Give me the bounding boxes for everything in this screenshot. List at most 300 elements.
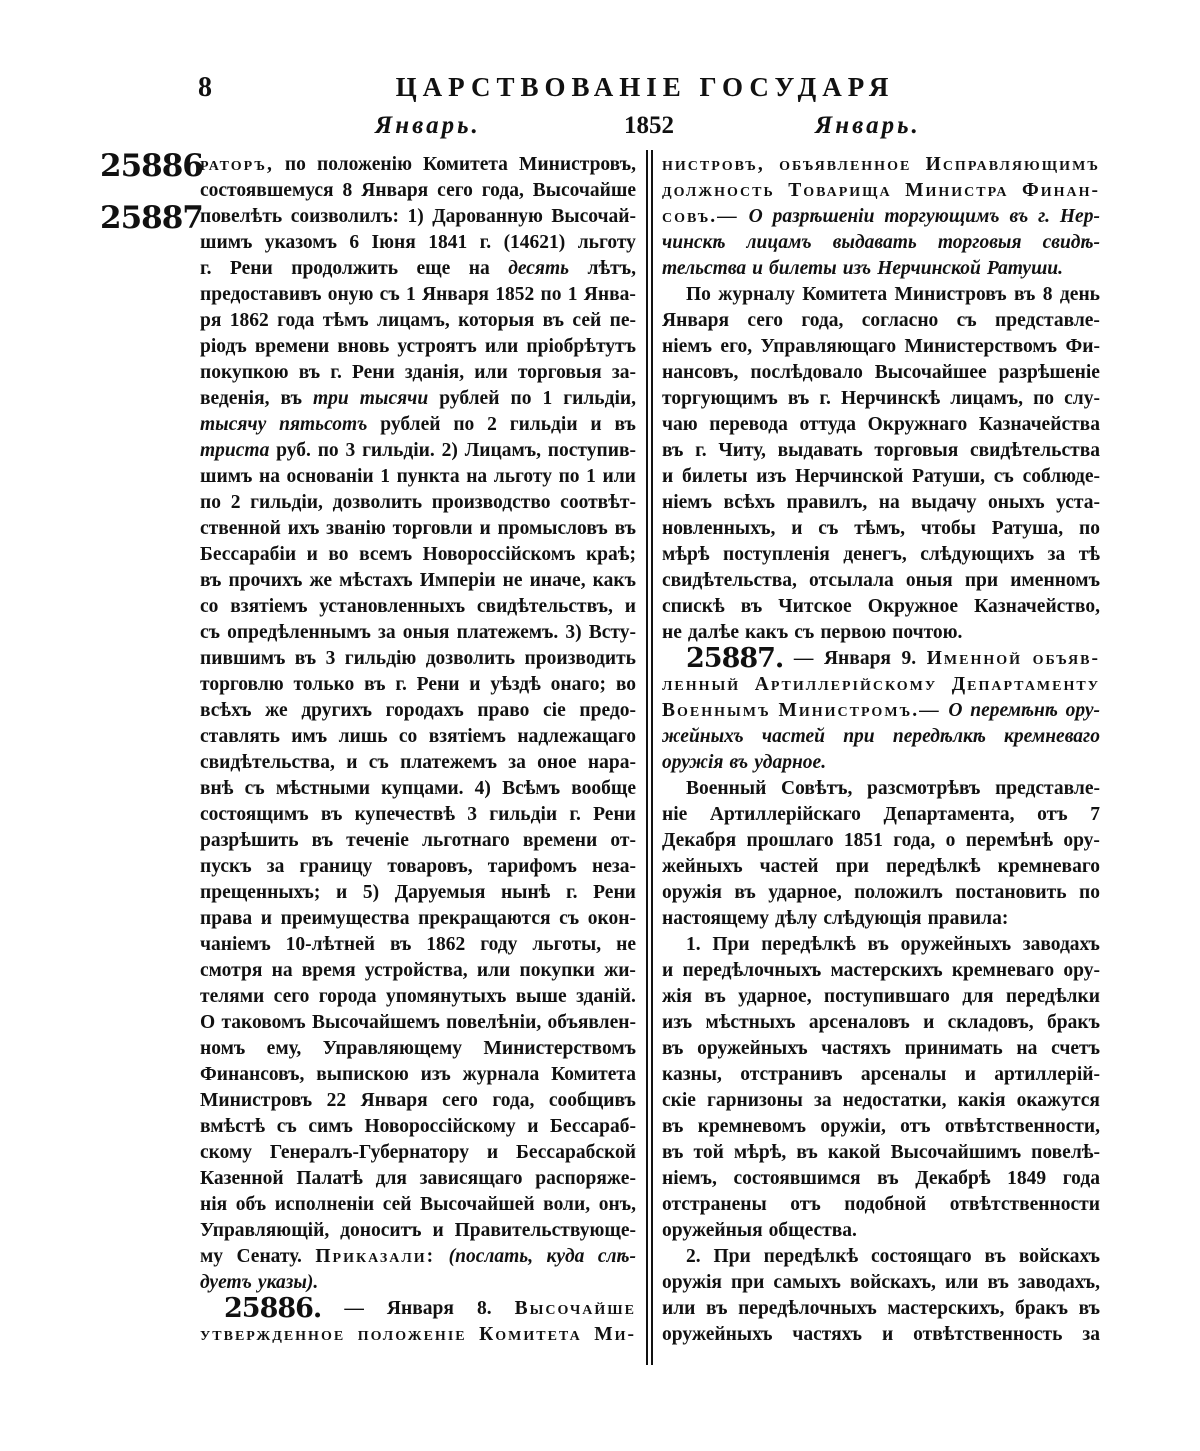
word: день bbox=[1059, 284, 1100, 305]
text-line bbox=[662, 1270, 1100, 1296]
word: настоящему bbox=[662, 908, 770, 929]
word: правилъ, bbox=[786, 492, 868, 513]
word: послѣдовало bbox=[750, 362, 863, 383]
word: въ bbox=[662, 1116, 684, 1137]
word: гильдіи, bbox=[563, 388, 636, 409]
word: 1 bbox=[586, 466, 596, 487]
word: — bbox=[344, 1298, 364, 1319]
word: передѣлкѣ bbox=[763, 1246, 859, 1267]
word: 10-лѣтней bbox=[285, 934, 375, 955]
word: за bbox=[266, 856, 285, 877]
word: Высочайшемъ bbox=[311, 1012, 440, 1033]
word: города bbox=[318, 986, 377, 1007]
word: заводахъ, bbox=[1017, 1272, 1100, 1293]
text-line bbox=[662, 932, 1100, 958]
word: ору- bbox=[1063, 960, 1100, 981]
word: Министромъ.— bbox=[778, 700, 941, 721]
word: оружіи, bbox=[820, 1116, 886, 1137]
word: билеты bbox=[769, 258, 837, 279]
text-line bbox=[200, 1293, 636, 1324]
word: бракъ bbox=[1046, 1012, 1100, 1033]
word: въ bbox=[311, 830, 334, 851]
word: должность bbox=[662, 180, 775, 201]
word: гильдіи. bbox=[362, 440, 435, 461]
word: жія bbox=[662, 986, 693, 1007]
text-line bbox=[662, 1036, 1100, 1062]
text-line bbox=[200, 1218, 636, 1244]
word: ніемъ bbox=[662, 492, 712, 513]
word: Товарища bbox=[788, 180, 892, 201]
word: торгующимъ bbox=[884, 206, 1000, 227]
word: за bbox=[1047, 544, 1066, 565]
word: съ bbox=[794, 622, 815, 643]
word: пившимъ bbox=[200, 648, 286, 669]
word: 8. bbox=[476, 1298, 492, 1319]
text-line bbox=[662, 204, 1100, 230]
word: Января bbox=[386, 1298, 454, 1319]
word: въ bbox=[298, 362, 321, 383]
word: установленныхъ bbox=[319, 596, 466, 617]
word: лицамъ, bbox=[950, 388, 1023, 409]
text-line bbox=[662, 386, 1100, 412]
word: и bbox=[306, 544, 318, 565]
word: Палатѣ bbox=[296, 1168, 363, 1189]
word: — bbox=[793, 648, 814, 669]
word: уста- bbox=[1056, 492, 1100, 513]
word: торговли bbox=[392, 518, 473, 539]
word: 6 bbox=[349, 232, 360, 253]
word: ударное. bbox=[754, 752, 827, 773]
word: журналу bbox=[718, 284, 795, 305]
word: въ bbox=[364, 674, 386, 695]
word: мѣрѣ, bbox=[733, 1142, 787, 1163]
word: Министерствомъ bbox=[904, 336, 1058, 357]
word: 8 bbox=[342, 180, 353, 201]
word: Іюня bbox=[371, 232, 416, 253]
word: соизволилъ: bbox=[290, 206, 400, 227]
word: 22 bbox=[326, 1090, 347, 1111]
word: 2 bbox=[487, 414, 497, 435]
word: въ bbox=[704, 986, 726, 1007]
word: опредѣленнымъ bbox=[227, 622, 371, 643]
word: Нерчинской bbox=[877, 258, 981, 279]
word: г. bbox=[395, 674, 407, 695]
word: не bbox=[502, 570, 523, 591]
word: 7 bbox=[1090, 804, 1100, 825]
word: объ bbox=[235, 1194, 267, 1215]
word: чаю bbox=[662, 414, 698, 435]
word: 3 bbox=[345, 440, 356, 461]
word: нынѣ bbox=[500, 882, 551, 903]
word: года, bbox=[492, 1090, 535, 1111]
word: раторъ, bbox=[200, 154, 274, 175]
word: 1 bbox=[567, 284, 578, 305]
word: въ bbox=[662, 440, 684, 461]
word: мѣстахъ bbox=[339, 570, 413, 591]
word: гарнизоны bbox=[707, 1090, 803, 1111]
word: разрѣшеніи bbox=[772, 206, 875, 227]
margin-number: 25887 bbox=[100, 200, 203, 236]
word: передѣлочныхъ bbox=[738, 1298, 877, 1319]
word: въ bbox=[200, 570, 222, 591]
word: Комитета bbox=[802, 284, 888, 305]
word: Лицамъ, bbox=[464, 440, 541, 461]
word: нансовъ, bbox=[662, 362, 739, 383]
word: или bbox=[476, 960, 511, 981]
word: смотря bbox=[200, 960, 263, 981]
word: г. bbox=[695, 440, 707, 461]
word: и bbox=[486, 1142, 499, 1163]
word: прещенныхъ; bbox=[200, 882, 321, 903]
word: 9. bbox=[901, 648, 917, 669]
word: О bbox=[748, 206, 763, 227]
word: на bbox=[271, 960, 293, 981]
word: кремневаго bbox=[1004, 726, 1100, 747]
word: Рени bbox=[593, 804, 636, 825]
word: Нерчинскѣ bbox=[840, 388, 941, 409]
word: нистровъ, bbox=[662, 154, 765, 175]
text-line bbox=[200, 698, 636, 724]
word: гильдіи bbox=[489, 804, 558, 825]
word: всѣхъ bbox=[723, 492, 775, 513]
word: передѣлкѣ bbox=[886, 856, 981, 877]
word: поступившаго bbox=[823, 986, 950, 1007]
word: Ратуша, bbox=[991, 518, 1064, 539]
word: отъ bbox=[790, 1194, 821, 1215]
word: зданія, bbox=[404, 362, 465, 383]
text-line bbox=[662, 724, 1100, 750]
text-line bbox=[200, 958, 636, 984]
word: продолжить bbox=[291, 258, 399, 279]
word: войскахъ, bbox=[849, 1272, 936, 1293]
word: года bbox=[1062, 1168, 1100, 1189]
word: 1 bbox=[380, 466, 390, 487]
text-line bbox=[662, 464, 1100, 490]
word: Департаменту bbox=[951, 674, 1100, 695]
word: за- bbox=[611, 362, 636, 383]
text-line bbox=[662, 1010, 1100, 1036]
word: во bbox=[328, 544, 349, 565]
word: и bbox=[624, 596, 636, 617]
word: 1851 bbox=[843, 830, 883, 851]
word: Сенату. bbox=[236, 1246, 302, 1267]
word: Янва- bbox=[583, 284, 636, 305]
word: оружія bbox=[662, 752, 724, 773]
word: устройства, bbox=[364, 960, 468, 981]
left-column bbox=[200, 152, 636, 1348]
word: симъ bbox=[308, 1116, 353, 1137]
word: его, bbox=[720, 336, 753, 357]
word: за bbox=[813, 1090, 832, 1111]
word: не bbox=[662, 622, 682, 643]
word: преимущества bbox=[280, 908, 410, 929]
text-line bbox=[200, 906, 636, 932]
word: г. bbox=[479, 232, 492, 253]
word: Управляющему bbox=[322, 1038, 463, 1059]
word: г. bbox=[330, 362, 342, 383]
word: Высочайшее bbox=[874, 362, 987, 383]
word: Министровъ bbox=[894, 284, 1007, 305]
text-line bbox=[200, 464, 636, 490]
word: г. bbox=[200, 258, 212, 279]
word: 1862 bbox=[426, 934, 466, 955]
word: прошлаго bbox=[746, 830, 834, 851]
word: таковомъ bbox=[221, 1012, 306, 1033]
word: всемъ bbox=[359, 544, 413, 565]
word: Министерствомъ bbox=[483, 1038, 636, 1059]
word: новленныхъ, bbox=[662, 518, 776, 539]
word: городахъ bbox=[385, 700, 464, 721]
word: частяхъ bbox=[792, 1324, 863, 1345]
word: от- bbox=[610, 830, 636, 851]
word: Новороссійскому bbox=[364, 1116, 516, 1137]
word: отвѣтственности bbox=[949, 1194, 1100, 1215]
word: общества. bbox=[768, 1220, 857, 1241]
word: или bbox=[662, 1298, 696, 1319]
word: время bbox=[301, 960, 356, 981]
column-divider bbox=[651, 150, 653, 1365]
word: Января bbox=[361, 180, 429, 201]
word: 1862 bbox=[229, 310, 269, 331]
word: свидѣтельства bbox=[970, 440, 1100, 461]
word: зависящаго bbox=[419, 1168, 523, 1189]
word: оттуда bbox=[799, 414, 856, 435]
word: Министровъ bbox=[200, 1090, 313, 1111]
text-line bbox=[662, 1322, 1100, 1348]
word: спискѣ bbox=[662, 596, 725, 617]
word: какъ bbox=[744, 622, 789, 643]
word: Министровъ, bbox=[518, 154, 636, 175]
word: г. bbox=[566, 882, 578, 903]
word: въ bbox=[740, 596, 763, 617]
word: оружія bbox=[662, 882, 722, 903]
word: кремневомъ bbox=[697, 1116, 807, 1137]
page-number: 8 bbox=[198, 72, 212, 103]
word: При bbox=[713, 1246, 751, 1267]
word: покупкою bbox=[200, 362, 289, 383]
word: изъ bbox=[420, 1064, 451, 1085]
word: складовъ, bbox=[947, 1012, 1034, 1033]
word: при bbox=[835, 856, 869, 877]
word: рублей bbox=[439, 388, 500, 409]
text-line bbox=[200, 438, 636, 464]
word: 2. bbox=[686, 1246, 701, 1267]
word: тысячи bbox=[359, 388, 429, 409]
word: съ bbox=[244, 778, 265, 799]
text-line bbox=[662, 1062, 1100, 1088]
word: лѣтъ, bbox=[587, 258, 636, 279]
text-line bbox=[200, 542, 636, 568]
word: повелѣть bbox=[200, 206, 283, 227]
word: Января bbox=[421, 284, 489, 305]
word: въ bbox=[662, 1038, 684, 1059]
word: лицамъ, bbox=[377, 310, 450, 331]
word: слу- bbox=[1064, 388, 1100, 409]
word: шимъ bbox=[200, 232, 253, 253]
word: пріобрѣтутъ bbox=[526, 336, 636, 357]
word: торгующимъ bbox=[662, 388, 778, 409]
word: производство bbox=[431, 492, 551, 513]
word: положенію bbox=[316, 154, 412, 175]
word: по bbox=[558, 466, 580, 487]
word: же bbox=[265, 700, 288, 721]
text-line bbox=[200, 1036, 636, 1062]
word: зданій. bbox=[576, 986, 636, 1007]
word: передѣлкѣ bbox=[892, 726, 986, 747]
text-line bbox=[200, 1062, 636, 1088]
word: торговыя bbox=[874, 440, 959, 461]
word: какъ bbox=[592, 570, 636, 591]
word: года, bbox=[481, 180, 524, 201]
word: для bbox=[962, 986, 994, 1007]
word: слѣдующихъ bbox=[920, 544, 1035, 565]
word: прекращаются bbox=[418, 908, 551, 929]
text-line bbox=[662, 906, 1100, 932]
word: Приказали: bbox=[315, 1246, 436, 1267]
word: руб. bbox=[276, 440, 311, 461]
word: съ bbox=[276, 1116, 297, 1137]
word: отвѣтственности, bbox=[944, 1116, 1100, 1137]
word: частей bbox=[759, 856, 819, 877]
text-line bbox=[662, 643, 1100, 674]
word: на bbox=[468, 258, 490, 279]
word: промысловъ bbox=[497, 518, 608, 539]
text-line bbox=[200, 750, 636, 776]
text-line bbox=[662, 776, 1100, 802]
text-line bbox=[200, 984, 636, 1010]
word: для bbox=[375, 1168, 407, 1189]
text-line bbox=[662, 1088, 1100, 1114]
word: въ bbox=[389, 934, 412, 955]
text-line bbox=[200, 594, 636, 620]
word: вновь bbox=[337, 336, 390, 357]
word: мастерскихъ, bbox=[887, 1298, 1005, 1319]
word: дуетъ bbox=[200, 1272, 252, 1293]
word: положеніе bbox=[357, 1324, 467, 1345]
word: торговыя bbox=[517, 362, 602, 383]
text-line bbox=[662, 542, 1100, 568]
word: арсеналовъ bbox=[808, 1012, 910, 1033]
text-line bbox=[200, 1244, 636, 1270]
word: Ми- bbox=[594, 1324, 636, 1345]
word: по bbox=[284, 154, 306, 175]
word: состоявшемуся bbox=[200, 180, 334, 201]
word: оное bbox=[537, 752, 577, 773]
text-line bbox=[200, 568, 636, 594]
word: за bbox=[378, 622, 396, 643]
word: онъ, bbox=[598, 1194, 636, 1215]
word: 3 bbox=[325, 648, 336, 669]
word: ставлять bbox=[200, 726, 280, 747]
word: въ bbox=[1014, 284, 1036, 305]
word: ніемъ, bbox=[662, 1168, 717, 1189]
text-line bbox=[200, 256, 636, 282]
text-line bbox=[200, 880, 636, 906]
word: сей bbox=[572, 310, 602, 331]
word: сего bbox=[442, 1090, 478, 1111]
word: по bbox=[317, 440, 339, 461]
word: 1841 bbox=[428, 232, 468, 253]
text-line bbox=[200, 724, 636, 750]
word: и bbox=[479, 518, 491, 539]
word: три bbox=[312, 388, 349, 409]
word: сіе bbox=[543, 700, 566, 721]
word: платежемъ. bbox=[456, 622, 559, 643]
word: частяхъ bbox=[821, 1038, 891, 1059]
word: 1849 bbox=[1007, 1168, 1047, 1189]
word: торговыя bbox=[937, 232, 1022, 253]
text-line bbox=[200, 776, 636, 802]
word: по bbox=[1078, 882, 1100, 903]
word: Финан- bbox=[1021, 180, 1100, 201]
text-line bbox=[662, 438, 1100, 464]
word: времени bbox=[254, 336, 330, 357]
text-line bbox=[662, 178, 1100, 204]
word: (послать, bbox=[448, 1246, 534, 1267]
word: со bbox=[398, 726, 418, 747]
word: 2) bbox=[441, 440, 458, 461]
text-line bbox=[662, 698, 1100, 724]
word: отъ bbox=[900, 1116, 931, 1137]
word: при bbox=[964, 570, 999, 591]
word: льготы, bbox=[532, 934, 602, 955]
word: ственной bbox=[200, 518, 281, 539]
word: прочихъ bbox=[228, 570, 303, 591]
word: оружейныя bbox=[662, 1220, 763, 1241]
word: отъ bbox=[1037, 804, 1068, 825]
word: въ bbox=[1009, 206, 1029, 227]
word: Управляющій, bbox=[200, 1220, 330, 1241]
word: Генералъ-Губернатору bbox=[269, 1142, 469, 1163]
word: оныя bbox=[402, 622, 450, 643]
word: принимать bbox=[904, 1038, 1003, 1059]
word: оныя bbox=[905, 570, 953, 591]
word: Департамента, bbox=[883, 804, 1015, 825]
text-line bbox=[200, 412, 636, 438]
word: ударное, bbox=[768, 882, 842, 903]
text-line bbox=[200, 490, 636, 516]
text-line bbox=[200, 334, 636, 360]
word: или bbox=[484, 336, 519, 357]
word: или bbox=[602, 466, 636, 487]
word: свидѣ- bbox=[1042, 232, 1100, 253]
word: отвѣтственность bbox=[913, 1324, 1063, 1345]
word: другихъ bbox=[301, 700, 372, 721]
word: 3) bbox=[565, 622, 582, 643]
word: 25887. bbox=[686, 643, 784, 674]
word: границу bbox=[299, 856, 373, 877]
text-line bbox=[662, 880, 1100, 906]
word: въ bbox=[796, 1142, 818, 1163]
text-line bbox=[662, 1114, 1100, 1140]
word: повелѣ- bbox=[1031, 1142, 1100, 1163]
word: въ bbox=[987, 1272, 1009, 1293]
word: времени bbox=[522, 830, 598, 851]
text-line bbox=[662, 672, 1100, 698]
word: или bbox=[474, 362, 508, 383]
word: неза- bbox=[591, 856, 636, 877]
text-line bbox=[200, 516, 636, 542]
word: платежемъ bbox=[400, 752, 497, 773]
word: ору- bbox=[1063, 830, 1100, 851]
word: указомъ bbox=[264, 232, 337, 253]
text-line bbox=[200, 360, 636, 386]
text-line bbox=[200, 828, 636, 854]
text-line bbox=[200, 1322, 636, 1348]
word: гильдію bbox=[344, 648, 417, 669]
word: оружія bbox=[662, 1272, 722, 1293]
word: въ bbox=[662, 1142, 684, 1163]
